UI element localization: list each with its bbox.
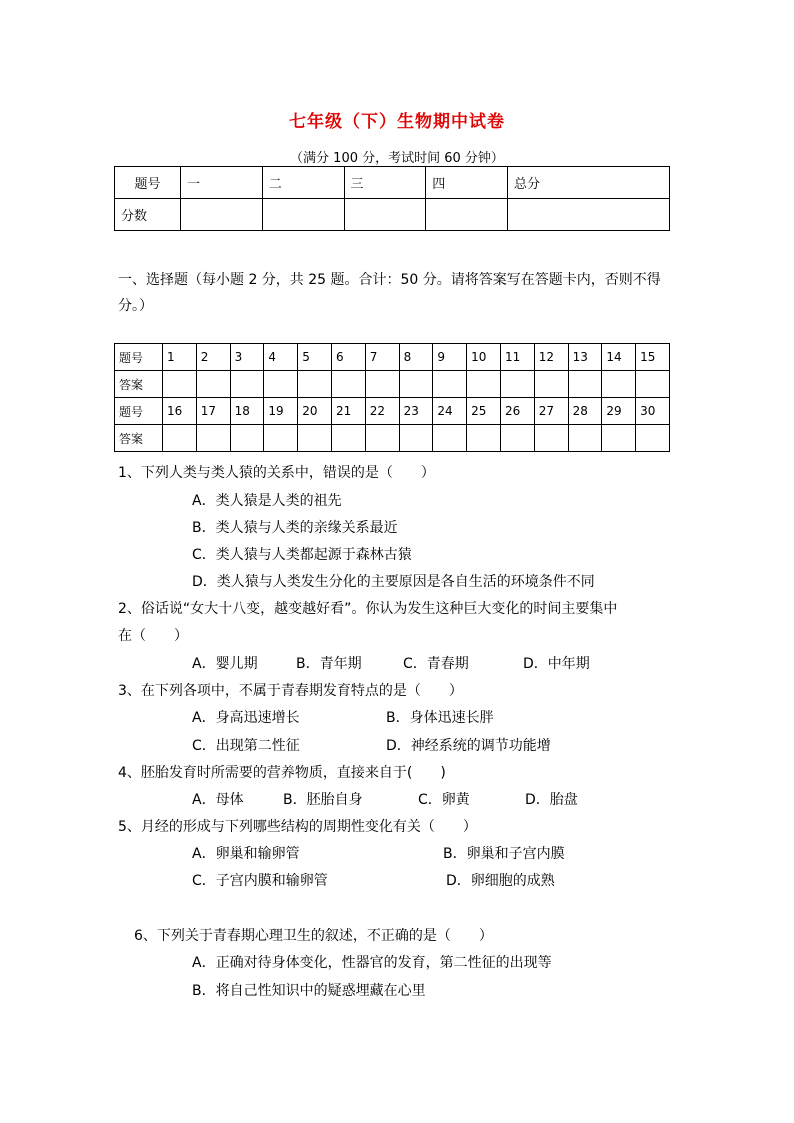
question-1-option-c: C．类人猿与人类都起源于森林古猿 [192,547,412,563]
score-row-label: 分数 [115,199,181,231]
answer-num-cell: 10 [467,344,501,371]
question-2-stem-cont: 在（ ） [118,628,188,644]
score-header-cell: 总分 [508,167,670,199]
answer-num-cell: 24 [433,398,467,425]
answer-row-label: 题号 [115,344,163,371]
answer-cell[interactable] [264,371,298,398]
answer-cell[interactable] [163,425,197,452]
answer-row-label: 答案 [115,371,163,398]
question-2-stem: 2、俗话说“女大十八变，越变越好看”。你认为发生这种巨大变化的时间主要集中 [118,601,618,617]
answer-cell[interactable] [196,425,230,452]
question-2-option-a: A．婴儿期 [192,656,258,672]
question-6-option-a: A．正确对待身体变化，性器官的发育，第二性征的出现等 [192,955,552,971]
answer-num-cell: 22 [365,398,399,425]
answer-table [114,343,670,452]
page-title: 七年级（下）生物期中试卷 [289,112,505,132]
answer-cell[interactable] [602,371,636,398]
answer-input-row [115,371,670,398]
answer-cell[interactable] [467,425,501,452]
answer-num-row [115,398,670,425]
question-1-option-a: A．类人猿是人类的祖先 [192,493,342,509]
answer-num-cell: 7 [365,344,399,371]
answer-cell[interactable] [264,425,298,452]
answer-cell[interactable] [467,371,501,398]
answer-num-cell: 16 [163,398,197,425]
question-2-option-c: C．青春期 [403,656,469,672]
answer-cell[interactable] [636,425,670,452]
question-5-stem: 5、月经的形成与下列哪些结构的周期性变化有关（ ） [118,819,477,835]
question-3-stem: 3、在下列各项中，不属于青春期发育特点的是（ ） [118,683,463,699]
score-cell[interactable] [344,199,426,231]
answer-cell[interactable] [500,371,534,398]
question-2-option-d: D．中年期 [523,656,590,672]
question-5-option-d: D．卵细胞的成熟 [446,873,555,889]
score-table-value-row [115,199,670,231]
answer-num-cell: 18 [230,398,264,425]
answer-cell[interactable] [331,371,365,398]
exam-info: （满分 100 分，考试时间 60 分钟） [290,151,504,166]
question-4-option-c: C．卵黄 [418,792,470,808]
answer-cell[interactable] [433,425,467,452]
question-6-option-b: B．将自己性知识中的疑惑埋藏在心里 [192,983,426,999]
answer-num-cell: 13 [568,344,602,371]
answer-num-cell: 29 [602,398,636,425]
answer-cell[interactable] [230,425,264,452]
question-3-option-c: C．出现第二性征 [192,738,300,754]
answer-num-cell: 21 [331,398,365,425]
question-4-option-a: A．母体 [192,792,244,808]
answer-cell[interactable] [163,371,197,398]
question-4-option-b: B．胚胎自身 [283,792,363,808]
question-1-stem: 1、下列人类与类人猿的关系中，错误的是（ ） [118,465,435,481]
question-5-option-c: C．子宫内膜和输卵管 [192,873,328,889]
answer-cell[interactable] [399,425,433,452]
question-3-option-b: B．身体迅速长胖 [386,710,494,726]
question-3-option-d: D．神经系统的调节功能增 [386,738,551,754]
answer-num-cell: 17 [196,398,230,425]
answer-num-row [115,344,670,371]
question-5-option-b: B．卵巢和子宫内膜 [443,846,565,862]
answer-cell[interactable] [636,371,670,398]
answer-cell[interactable] [399,371,433,398]
answer-cell[interactable] [230,371,264,398]
answer-cell[interactable] [298,425,332,452]
answer-num-cell: 1 [163,344,197,371]
score-cell[interactable] [181,199,263,231]
question-2-option-b: B．青年期 [296,656,362,672]
question-4-stem: 4、胚胎发育时所需要的营养物质，直接来自于( ) [118,765,446,781]
answer-num-cell: 30 [636,398,670,425]
answer-num-cell: 5 [298,344,332,371]
answer-num-cell: 19 [264,398,298,425]
answer-num-cell: 26 [500,398,534,425]
answer-num-cell: 2 [196,344,230,371]
question-1-option-d: D．类人猿与人类发生分化的主要原因是各自生活的环境条件不同 [192,574,595,590]
answer-num-cell: 6 [331,344,365,371]
answer-num-cell: 25 [467,398,501,425]
score-header-cell: 三 [344,167,426,199]
answer-cell[interactable] [433,371,467,398]
answer-num-cell: 23 [399,398,433,425]
answer-cell[interactable] [331,425,365,452]
answer-cell[interactable] [298,371,332,398]
answer-num-cell: 14 [602,344,636,371]
answer-num-cell: 11 [500,344,534,371]
score-header-cell: 二 [262,167,344,199]
answer-num-cell: 28 [568,398,602,425]
score-cell[interactable] [262,199,344,231]
score-header-cell: 题号 [115,167,181,199]
answer-cell[interactable] [365,371,399,398]
answer-cell[interactable] [500,425,534,452]
answer-cell[interactable] [602,425,636,452]
answer-cell[interactable] [568,371,602,398]
answer-cell[interactable] [534,425,568,452]
answer-cell[interactable] [568,425,602,452]
answer-num-cell: 3 [230,344,264,371]
answer-num-cell: 27 [534,398,568,425]
answer-num-cell: 8 [399,344,433,371]
score-cell[interactable] [426,199,508,231]
score-header-cell: 一 [181,167,263,199]
answer-cell[interactable] [196,371,230,398]
answer-num-cell: 15 [636,344,670,371]
answer-num-cell: 12 [534,344,568,371]
question-6-stem: 6、下列关于青春期心理卫生的叙述，不正确的是（ ） [134,928,493,944]
score-cell[interactable] [508,199,670,231]
answer-num-cell: 4 [264,344,298,371]
answer-num-cell: 20 [298,398,332,425]
score-table-header-row [115,167,670,199]
question-3-option-a: A．身高迅速增长 [192,710,300,726]
answer-cell[interactable] [534,371,568,398]
answer-input-row [115,425,670,452]
question-1-option-b: B．类人猿与人类的亲缘关系最近 [192,520,398,536]
question-4-option-d: D．胎盘 [525,792,578,808]
score-table [114,166,670,231]
answer-row-label: 答案 [115,425,163,452]
score-header-cell: 四 [426,167,508,199]
section-heading: 一、选择题（每小题 2 分，共 25 题。合计：50 分。请将答案写在答题卡内，否则不得分。） [118,272,661,314]
answer-cell[interactable] [365,425,399,452]
answer-row-label: 题号 [115,398,163,425]
answer-num-cell: 9 [433,344,467,371]
question-5-option-a: A．卵巢和输卵管 [192,846,300,862]
